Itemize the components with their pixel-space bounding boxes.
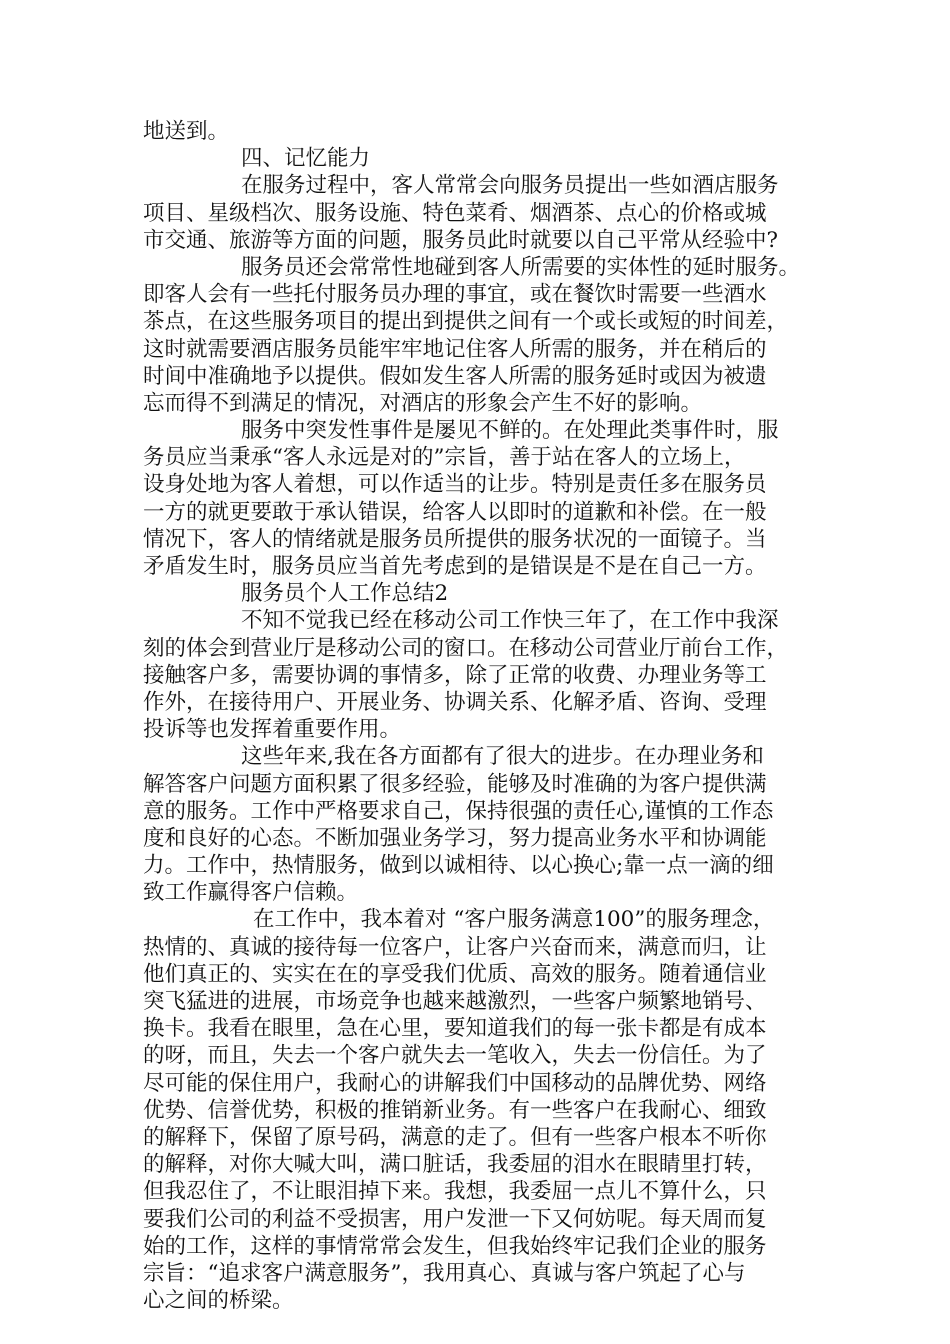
paragraph [143,172,823,254]
text-line: 换卡。我看在眼里，急在心里，要知道我们的每一张卡都是有成本 [143,1016,767,1042]
text-line: 在服务过程中，客人常常会向服务员提出一些如酒店服务 [241,173,779,199]
text-line: 突飞猛进的进展，市场竞争也越来越激烈，一些客户频繁地销号、 [143,989,767,1014]
text-line: 情况下，客人的情绪就是服务员所提供的服务状况的一面镜子。当 [143,526,767,552]
text-line: 务员应当秉承“客人永远是对的”宗旨，善于站在客人的立场上， [143,445,746,471]
text-line: 服务中突发性事件是屡见不鲜的。在处理此类事件时，服 [241,418,779,444]
text-line: 即客人会有一些托付服务员办理的事宜，或在餐饮时需要一些酒水 [143,282,767,308]
text-line: 作外，在接待用户、开展业务、协调关系、化解矛盾、咨询、受理 [143,689,767,715]
text-line: 解答客户问题方面积累了很多经验，能够及时准确的为客户提供满 [143,771,767,797]
text-line: 接触客户多，需要协调的事情多，除了正常的收费、办理业务等工 [143,662,767,688]
text-line: 热情的、真诚的接待每一位客户，让客户兴奋而来，满意而归，让 [143,934,767,960]
text-line: 尽可能的保住用户，我耐心的讲解我们中国移动的品牌优势、网络 [143,1070,767,1096]
text-line: 这时就需要酒店服务员能牢牢地记住客人所需的服务，并在稍后的 [143,336,767,362]
text-line: 服务员个人工作总结2 [241,581,449,607]
text-line: 四、记忆能力 [241,146,371,172]
text-line: 要我们公司的利益不受损害，用户发泄一下又何妨呢。每天周而复 [143,1206,767,1232]
text-line: 投诉等也发挥着重要作用。 [143,717,402,743]
text-line: 茶点，在这些服务项目的提出到提供之间有一个或长或短的时间差， [143,309,789,335]
text-line: 市交通、旅游等方面的问题，服务员此时就要以自己平常从经验中? [143,227,779,253]
text-line: 这些年来,我在各方面都有了很大的进步。在办理业务和 [241,744,764,770]
paragraph [143,607,823,743]
paragraph [143,254,823,417]
text-line: 忘而得不到满足的情况，对酒店的形象会产生不好的影响。 [143,390,703,416]
text-line: 矛盾发生时，服务员应当首先考虑到的是错误是不是在自己一方。 [143,554,767,579]
text-line: 项目、星级档次、服务设施、特色菜肴、烟酒茶、点心的价格或城 [143,200,767,226]
text-line: 的呀，而且，失去一个客户就失去一笔收入，失去一份信任。为了 [143,1043,767,1069]
text-line: 心之间的桥梁。 [143,1288,294,1314]
text-line: 度和良好的心态。不断加强业务学习，努力提高业务水平和协调能 [143,825,767,851]
text-line: 设身处地为客人着想，可以作适当的让步。特别是责任多在服务员 [143,472,767,498]
text-line: 时间中准确地予以提供。假如发生客人所需的服务延时或因为被遗 [143,363,767,389]
paragraph [143,417,823,580]
text-line: 始的工作，这样的事情常常会发生，但我始终牢记我们企业的服务 [143,1233,767,1259]
text-line: 宗旨：“追求客户满意服务”，我用真心、真诚与客户筑起了心与 [143,1260,746,1286]
text-line: 致工作赢得客户信赖。 [143,880,359,906]
text-line: 地送到。 [143,119,230,144]
paragraph [143,906,823,1314]
text-line: 意的服务。工作中严格要求自己，保持很强的责任心,谨慎的工作态 [143,798,774,824]
text-line: 但我忍住了，不让眼泪掉下来。我想，我委屈一点儿不算什么，只 [143,1179,767,1205]
text-line: 服务员还会常常性地碰到客人所需要的实体性的延时服务。 [241,254,801,280]
text-line: 力。工作中，热情服务，做到以诚相待、以心换心;靠一点一滴的细 [143,853,774,879]
text-line: 不知不觉我已经在移动公司工作快三年了，在工作中我深 [241,608,779,634]
text-line: 他们真正的、实实在在的享受我们优质、高效的服务。随着通信业 [143,961,767,987]
text-line: 刻的体会到营业厅是移动公司的窗口。在移动公司营业厅前台工作， [143,635,789,661]
text-line: 一方的就更要敢于承认错误，给客人以即时的道歉和补偿。在一般 [143,499,767,525]
paragraph [143,580,823,607]
text-line: 优势、信誉优势，积极的推销新业务。有一些客户在我耐心、细致 [143,1097,767,1123]
paragraph [143,145,823,172]
paragraph [143,743,823,906]
text-line: 在工作中，我本着对 “客户服务满意100”的服务理念， [253,907,775,933]
document-body [143,118,823,1314]
paragraph [143,118,823,145]
text-line: 的解释下，保留了原号码，满意的走了。但有一些客户根本不听你 [143,1124,767,1150]
text-line: 的解释，对你大喊大叫，满口脏话，我委屈的泪水在眼睛里打转， [143,1152,767,1178]
